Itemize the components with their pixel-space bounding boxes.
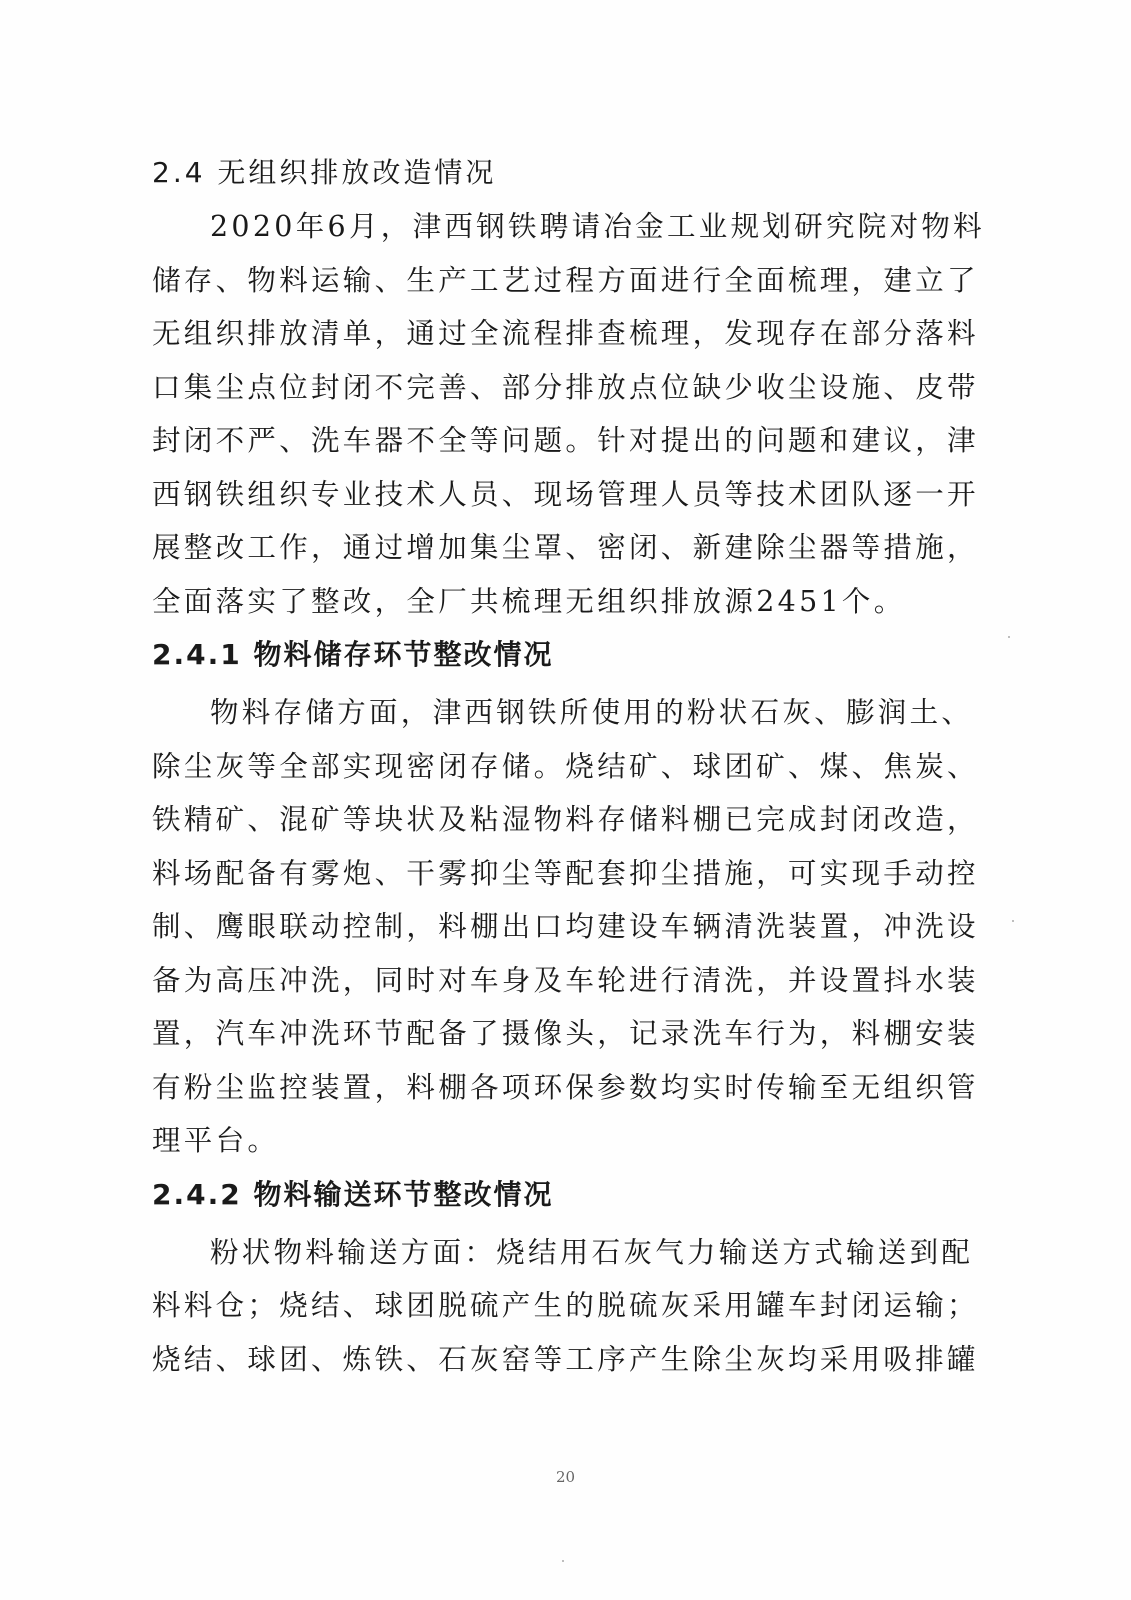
document-body	[152, 146, 985, 1386]
scan-speck	[1008, 636, 1010, 638]
text-line: 无组织排放清单，通过全流程排查梳理，发现存在部分落料	[152, 317, 979, 350]
section-heading-2-4-1: 2.4.1 物料储存环节整改情况	[152, 638, 554, 671]
text-line: 备为高压冲洗，同时对车身及车轮进行清洗，并设置抖水装	[152, 963, 979, 997]
page-number: 20	[555, 1468, 576, 1486]
text-line: 除尘灰等全部实现密闭存储。烧结矿、球团矿、煤、焦炭、	[152, 749, 979, 783]
text-line: 铁精矿、混矿等块状及粘湿物料存储料棚已完成封闭改造，	[152, 803, 979, 836]
text-line: 理平台。	[152, 1124, 280, 1157]
text-line: 2020年6月，津西钢铁聘请冶金工业规划研究院对物料	[210, 210, 985, 243]
text-line: 有粉尘监控装置，料棚各项环保参数均实时传输至无组织管	[152, 1070, 979, 1104]
paragraph-2-4-1	[152, 686, 979, 1168]
text-line: 制、鹰眼联动控制，料棚出口均建设车辆清洗装置，冲洗设	[152, 910, 979, 943]
text-line: 粉状物料输送方面：烧结用石灰气力输送方式输送到配	[210, 1235, 974, 1269]
text-line: 储存、物料运输、生产工艺过程方面进行全面梳理，建立了	[152, 263, 979, 297]
section-heading-2-4-2: 2.4.2 物料输送环节整改情况	[152, 1177, 554, 1211]
text-line: 西钢铁组织专业技术人员、现场管理人员等技术团队逐一开	[152, 477, 979, 511]
text-line: 全面落实了整改，全厂共梳理无组织排放源2451个。	[152, 584, 906, 618]
text-line: 料场配备有雾炮、干雾抑尘等配套抑尘措施，可实现手动控	[152, 856, 979, 890]
text-line: 物料存储方面，津西钢铁所使用的粉状石灰、膨润土、	[210, 696, 974, 729]
text-line: 展整改工作，通过增加集尘罩、密闭、新建除尘器等措施，	[152, 531, 979, 564]
paragraph-2-4	[152, 200, 985, 628]
scan-speck	[1012, 920, 1014, 922]
paragraph-2-4-2	[152, 1226, 979, 1387]
text-line: 料料仓；烧结、球团脱硫产生的脱硫灰采用罐车封闭运输；	[152, 1289, 979, 1322]
scan-speck	[562, 1560, 564, 1562]
text-line: 封闭不严、洗车器不全等问题。针对提出的问题和建议，津	[152, 424, 979, 457]
section-heading-2-4: 2.4 无组织排放改造情况	[152, 156, 497, 189]
text-line: 烧结、球团、炼铁、石灰窑等工序产生除尘灰均采用吸排罐	[152, 1342, 979, 1376]
text-line: 置，汽车冲洗环节配备了摄像头，记录洗车行为，料棚安装	[152, 1017, 979, 1050]
text-line: 口集尘点位封闭不完善、部分排放点位缺少收尘设施、皮带	[152, 370, 979, 404]
